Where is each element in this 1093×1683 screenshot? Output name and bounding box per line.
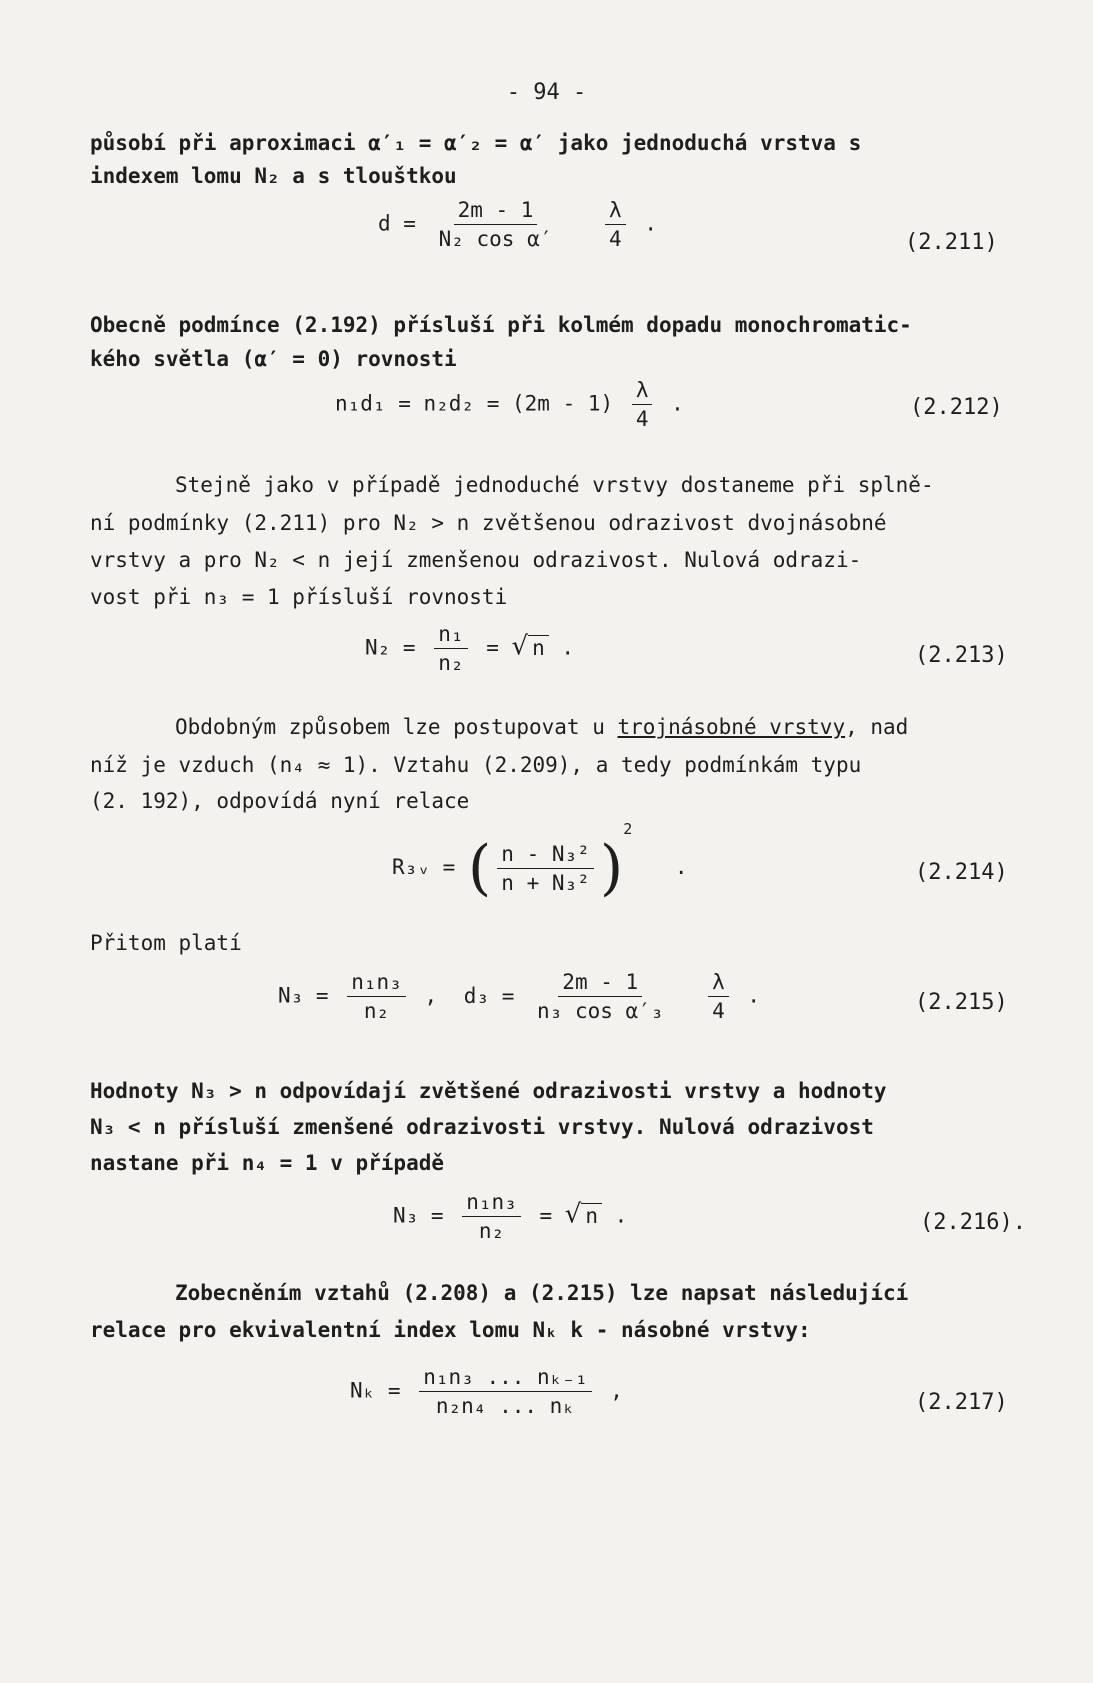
text-line: Hodnoty N₃ > n odpovídají zvětšené odrazivosti vrstvy a hodnoty [90, 1079, 887, 1103]
sqrt-icon: √ [564, 1199, 582, 1230]
equation-2-214 [392, 820, 688, 903]
equation-tail: . [674, 855, 688, 879]
equation-lhs: d₃ = [463, 983, 515, 1008]
fraction [419, 1365, 591, 1418]
fraction [632, 378, 653, 431]
fraction-numerator: λ [605, 198, 626, 225]
text-line: ní podmínky (2.211) pro N₂ > n zvětšenou odrazivost dvojnásobné [90, 511, 887, 535]
equals-sign: = [539, 1203, 553, 1228]
equation-lhs: n₁d₁ = n₂d₂ = (2m - 1) [335, 391, 614, 416]
equation-label: (2.212) [910, 395, 1003, 420]
text-line: vost při n₃ = 1 přísluší rovnosti [90, 585, 508, 609]
text-line: Zobecněním vztahů (2.208) a (2.215) lze napsat následující [175, 1281, 909, 1305]
equation-tail: . [561, 635, 575, 660]
equation-lhs: N₂ = [365, 635, 416, 660]
equation-lhs: Nₖ = [350, 1378, 401, 1403]
equation-2-217 [350, 1365, 623, 1418]
equation-tail: . [747, 983, 761, 1008]
text-line: Stejně jako v případě jednoduché vrstvy dostaneme při splně- [175, 473, 934, 497]
fraction-denominator: N₂ cos α′ [438, 227, 553, 251]
equation-label: (2.215) [915, 990, 1008, 1015]
equation-label: (2.216). [920, 1210, 1026, 1235]
fraction-denominator: n₂ [363, 999, 390, 1023]
fraction-denominator: n + N₃² [501, 870, 590, 895]
underlined-term: trojnásobné vrstvy [617, 715, 846, 739]
text-span: , nad [845, 715, 909, 739]
fraction-numerator: 2m - 1 [454, 198, 538, 225]
fraction-numerator: n₁n₃ [462, 1190, 521, 1217]
fraction [462, 1190, 521, 1243]
equation-2-216 [393, 1190, 627, 1243]
equation-2-215 [278, 970, 760, 1023]
equation-tail: . [644, 211, 658, 236]
equation-label: (2.214) [915, 860, 1008, 885]
fraction-numerator: n - N₃² [497, 842, 594, 869]
fraction-numerator: n₁ [434, 622, 467, 649]
equals-sign: = [486, 635, 499, 660]
fraction [533, 970, 667, 1023]
fraction-denominator: n₂ [438, 651, 464, 675]
fraction-denominator: n₂n₄ ... nₖ [435, 1394, 575, 1418]
equation-label: (2.217) [915, 1390, 1008, 1415]
fraction [497, 842, 594, 895]
text-line: (2. 192), odpovídá nyní relace [90, 789, 470, 813]
fraction-denominator: 4 [609, 227, 622, 251]
equation-label: (2.211) [905, 230, 998, 255]
fraction-numerator: λ [632, 378, 653, 405]
fraction-numerator: n₁n₃ [347, 970, 406, 997]
fraction-denominator: 4 [635, 407, 649, 431]
equation-tail: , [610, 1378, 623, 1403]
text-line: relace pro ekvivalentní index lomu Nₖ k - násobné vrstvy: [90, 1318, 811, 1342]
text-line: Přitom platí [90, 931, 242, 955]
fraction-denominator: 4 [712, 999, 725, 1023]
radicand: n [528, 635, 549, 660]
sqrt-icon: √ [511, 631, 529, 662]
fraction [708, 970, 729, 1023]
text-line: N₃ < n přísluší zmenšené odrazivosti vrstvy. Nulová odrazivost [90, 1115, 874, 1139]
equation-2-213 [365, 622, 574, 675]
fraction [605, 198, 626, 251]
text-span: Obdobným způsobem lze postupovat u [175, 715, 618, 739]
equation-lhs: N₃ = [278, 983, 329, 1008]
equation-lhs: N₃ = [393, 1203, 444, 1228]
text-line: vrstvy a pro N₂ < n její zmenšenou odrazivost. Nulová odrazi- [90, 548, 862, 572]
text-line: působí při aproximaci α′₁ = α′₂ = α′ jako jednoduchá vrstva s [90, 131, 862, 155]
exponent: 2 [623, 820, 633, 838]
text-line: indexem lomu N₂ a s tlouštkou [90, 164, 457, 188]
equation-2-212 [335, 378, 684, 431]
equation-lhs: R₃ᵥ = [392, 855, 456, 879]
page-number: - 94 - [506, 80, 587, 105]
fraction-numerator: λ [708, 970, 729, 997]
fraction [347, 970, 406, 1023]
equation-tail: . [671, 391, 684, 416]
right-paren: ) [599, 833, 624, 903]
text-line: Obecně podmínce (2.192) přísluší při kolmém dopadu monochromatic- [90, 313, 912, 337]
left-paren: ( [467, 833, 492, 903]
equation-2-211 [378, 198, 657, 251]
separator: , [424, 983, 438, 1008]
equation-tail: . [614, 1203, 628, 1228]
text-line: nastane při n₄ = 1 v případě [90, 1151, 445, 1175]
fraction [435, 198, 557, 251]
text-line: kého světla (α′ = 0) rovnosti [90, 347, 457, 371]
text-line [175, 712, 1093, 742]
text-line: níž je vzduch (n₄ ≈ 1). Vztahu (2.209), a tedy podmínkám typu [90, 753, 862, 777]
fraction-denominator: n₃ cos α′₃ [537, 999, 664, 1023]
fraction-denominator: n₂ [478, 1219, 505, 1243]
fraction-numerator: 2m - 1 [558, 970, 642, 997]
fraction [434, 622, 467, 675]
radicand: n [581, 1203, 602, 1228]
equation-lhs: d = [378, 211, 416, 236]
equation-label: (2.213) [915, 643, 1008, 668]
fraction-numerator: n₁n₃ ... nₖ₋₁ [419, 1365, 591, 1392]
